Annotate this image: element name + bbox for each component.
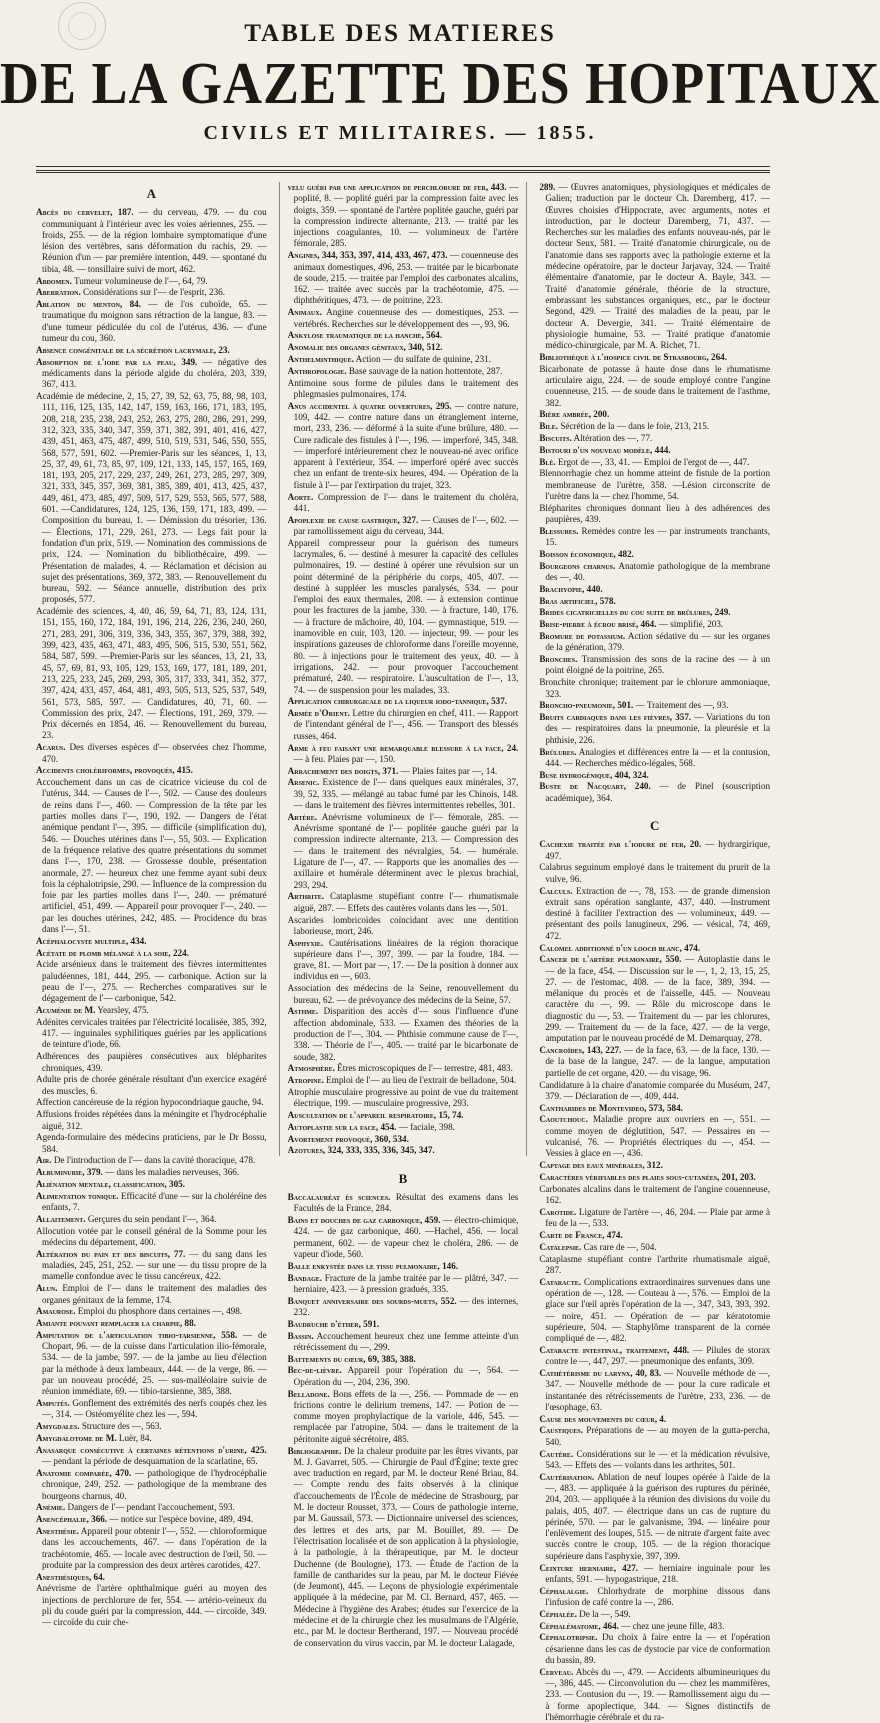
- entry-headword: Banquet anniversaire des sourds-muets, 552.: [287, 1295, 457, 1306]
- index-entry: Armée d'Orient. Lettre du chirurgien en chef, 411. — Rapport de l'intendant général de l'—, 456. — Transport des blessés russes, 464.: [287, 708, 519, 741]
- index-entry: [36, 1179, 267, 1190]
- index-entry: Angines, 344, 353, 397, 414, 433, 467, 473. — couenneuse des animaux domestiques, 496, 253. — traitée par le bicarbonate de soude, 215. — traitée par l'emploi des carbonates alcalins, 162. — traitée avec succès par la trachéotomie, 475. — diphthéritiques, 473. — de poitrine, 223.: [287, 250, 519, 306]
- index-entry: Anthelminthique. Action — du sulfate de quinine, 231.: [287, 353, 491, 364]
- entry-headword: Amputés.: [36, 1398, 70, 1409]
- index-entry: Calculs. Extraction de —, 78, 153. — de grande dimension extrait sans opération sanglante, 437, 440. —Instrument destiné à faciliter l'extraction des — volumineux, 449. — présentant des poils lanugineux, 296. — vésical, 74, 469, 472.: [539, 885, 771, 941]
- index-entry: Cataracte. Complications extraordinaires survenues dans une opération de —, 128. — Couteau à —, 576. — Emploi de la glace sur l'œil après l'opération de la —, 347, 343, 393, 392. — noire, 451. — Opération de — par kératotomie supérieure, 504. — Staphylôme transparent de la cornée compliqué de —, 482.: [539, 1276, 771, 1344]
- index-entry: Association des médecins de la Seine, renouvellement du bureau, 62. — de prévoyance des médecins de la Seine, 57.: [287, 983, 519, 1005]
- index-entry: Cachexie traitée par l'iodure de fer, 20. — hydrargirique, 497.: [539, 839, 771, 861]
- entry-headword: Brides cicatricielles du cou suite de brûlures, 249.: [539, 607, 731, 618]
- entry-headword: Bière ambrée, 200.: [539, 409, 610, 420]
- index-entry: Autoplastie sur la face, 454. — faciale, 398.: [287, 1121, 455, 1132]
- entry-headword: Air.: [36, 1155, 52, 1166]
- entry-headword: Boisson économique, 482.: [539, 549, 634, 559]
- entry-headword: Calomel additionné d'un looch blanc, 474.: [539, 942, 701, 953]
- index-entry: [36, 1318, 267, 1329]
- index-entry: Bibliographie. De la chaleur produite par les êtres vivants, par M. J. Gavarret, 505. — Chirurgie de Paul d'Égine; texte grec avec traduction en regard, par M. le docteur René Briau, 84. — Compte rendu des faits observés à la clinique d'accouchements de l'École de médecine de Strasbourg, par M. le docteur Rousset, 373. — Cours de pathologie interne, par M. Gaussail, 573. — Dictionnaire universel des sciences, des lettres et des arts, par M. Bouillet, 89. — De l'électrisation localisée et de son application à la physiologie, à la pathologie, à la thérapeutique, par M. le docteur Duchenne (de Boulogne), 173. — Étude de l'action de la famille de cantharides sur la peau, par M. le docteur Fiévée (de Jeumont), 445. — Leçons de physiologie expérimentale appliquée à la médecine, par M. Cl. Bernard, 457, 465. — Médecine à l'hygiène des Arabes; études sur l'exercice de la médecine et de la chirurgie chez les musulmans de l'Algérie, etc., par M. le docteur Bertherand, 197. — Nouveau procédé de conservation du virus vaccin, par M. le docteur Lalagade,: [287, 1445, 519, 1648]
- entry-headword: velu guéri par une application de perchlorure de fer, 443.: [287, 182, 507, 192]
- index-entry: [539, 596, 770, 607]
- entry-headword: Calculs.: [539, 885, 573, 896]
- entry-headword: Buste de Nacquart, 240.: [539, 781, 651, 792]
- entry-headword: Acétate de plomb mélangé à la soie, 224.: [36, 947, 189, 958]
- index-entry: [36, 948, 267, 959]
- index-entry: [539, 1230, 770, 1241]
- entry-headword: Anomalie des organes génitaux, 340, 512.: [287, 342, 443, 353]
- entry-headword: Abdomen.: [36, 275, 72, 286]
- index-entry: [36, 936, 267, 947]
- entry-headword: Apoplexie de cause gastrique, 327.: [287, 514, 419, 525]
- entry-headword: Caustiques.: [539, 1425, 583, 1436]
- index-entry: [288, 330, 519, 341]
- index-entry: Ceinture herniaire, 427. — herniaire inguinale pour les enfants, 591. — hypogastrique, 218.: [539, 1562, 771, 1584]
- index-entry: Appareil compresseur pour la guérison des tumeurs lacrymales, 6. — destiné à mesurer la capacité des cellules pulmonaires, 19. — destiné à opérer une révulsion sur un point déterminé de la périphérie du corps, 405, 407. — destiné à suppléer les muscles paralysés, 534. — pour l'emploi des eaux thermales, 208. — à extension continue pour les fractures de la jambe, 330. — à fracture, 140, 176. — à fracture de mâchoire, 40, 104. — gymnastique, 519. — inamovible en cuir, 103, 120. — injecteur, 99. — pour les inspirations gazeuses de chloroforme dans l'oreille moyenne, 80. — à injections pour le traitement des yeux, 40. — à irrigations, 242. — pour provoquer l'accouchement prématuré, 240. — respiratoire. L'auscultation de l'—, 13, 74. — de suspension pour les malades, 33.: [287, 537, 519, 695]
- index-entry: Amputation de l'articulation tibio-tarsienne, 558. — de Chopart, 96. — de la cuisse dans l'articulation ilio-fémorale, 534. — de la jambe, 597. — de la jambe au lieu d'élection par la méthode à deux lambeaux, 444. — de la verge, 86. — par un nouveau procédé, 25. — sus-malléolaire suivie de réunion immédiate, 69. — tibio-tarsienne, 385, 388.: [36, 1329, 267, 1397]
- index-entry: Amaurose. Emploi du phosphore dans certaines —, 498.: [36, 1306, 243, 1317]
- entry-headword: Cataracte.: [539, 1276, 581, 1287]
- entry-headword: Aorte.: [287, 491, 314, 502]
- index-entry: Amputés. Gonflement des extrémités des nerfs coupés chez les —, 314. — Ostéomyélite chez les —, 594.: [36, 1398, 267, 1420]
- index-entry: [539, 352, 770, 363]
- index-entry: Artère. Anévrisme volumineux de l'— fémorale, 285. — Anévrisme spontané de l'— poplitée gauche guéri par la compression indirecte alternante, 213. — Compression des — dans le traitement des névralgies, 54. — humérale. Ligature de l'—, 47. — Rapports que les anomalies des — axillaire et humérale déterminent avec le plexus brachial, 293, 294.: [287, 811, 519, 890]
- entry-headword: Arsenic.: [287, 777, 320, 788]
- entry-headword: Céphalotripsie.: [539, 1632, 598, 1643]
- index-entry: Anatomie comparée, 470. — pathologique de l'hydrocéphalie chronique, 249, 252. — pathologique de la membrane des bourgeons charnus, 40.: [36, 1467, 267, 1501]
- index-entry: [288, 1319, 519, 1330]
- column-middle: [279, 182, 528, 1648]
- index-entry: [288, 342, 519, 353]
- entry-headword: Arme à feu faisant une remarquable blessure à la face, 24.: [287, 742, 519, 753]
- entries-a-cont: [288, 182, 519, 1157]
- entry-headword: Cautère.: [539, 1448, 574, 1459]
- masthead-line1: TABLE DES MATIERES: [244, 20, 556, 47]
- entry-headword: Allaitement.: [36, 1213, 86, 1224]
- entry-headword: Anasarque consécutive à certaines rétentions d'urine, 425.: [36, 1444, 267, 1455]
- index-entry: Atropine. Emploi de l'— au lieu de l'extrait de belladone, 504.: [287, 1075, 517, 1086]
- index-entry: Cautérisation. Ablation de neuf loupes opérée à l'aide de la —, 483. — appliquée à la guérison des ruptures du périnée, 204, 203. — appliquée à la réunion des divisions du voile du palais, 405, 407. — électrique dans un cas de rupture du périnée, 570. — par le galvanisme, 394. — linéaire pour l'enlèvement des loupes, 515. — de nitrate d'argent faite avec succès contre le croup, 105. — de la région thoracique supérieure dans l'asphyxie, 397, 399.: [539, 1471, 771, 1561]
- entry-headword: Asthme.: [287, 1006, 319, 1017]
- index-entry: Cancer de l'artère pulmonaire, 550. — Autoplastie dans le — de la face, 454. — Discussion sur le —, 1, 2, 13, 15, 25, 27. — de l'estomac, 408. — de la face, 389, 394. — mélanique du procès et de l'aisselle, 445. — Nouveau caractère du —, 99. — Rôle du microscope dans le diagnostic du —, 53. — Traitement du — par les chlorures, 299. — Traitement du — de la face, 427. — de la verge, amputation par le nouveau procédé de M. Demarquay, 278.: [539, 954, 771, 1044]
- entry-headword: Autoplastie sur la face, 454.: [287, 1121, 397, 1132]
- entry-headword: Baudruche d'éther, 591.: [287, 1318, 380, 1329]
- index-entry: Allocution votée par le conseil général de la Somme pour les médecins du département, 400.: [36, 1225, 267, 1248]
- header-double-rule: [36, 170, 770, 173]
- entry-headword: Bronches.: [539, 654, 578, 665]
- index-entry: Anémie. Dangers de l'— pendant l'accouchement, 593.: [36, 1502, 235, 1513]
- entry-headword: Anthropologie.: [287, 365, 347, 376]
- index-entry: Buste de Nacquart, 240. — de Pinel (souscription académique), 364.: [539, 781, 771, 803]
- entry-headword: Broncho-pneumonie, 501.: [539, 700, 634, 711]
- index-entry: Adhérences des paupières consécutives aux blépharites chroniques, 439.: [36, 1051, 267, 1073]
- entry-headword: Animaux.: [287, 307, 322, 318]
- index-entry: Cerveau. Abcès du —, 479. — Accidents albumineuriques du —, 386, 445. — Circonvolution du — chez les mammifères, 233. — Contusion du —, 19. — Ramollissement aigu du — à forme apoplectique, 344. — Signes distinctifs de l'hémorrhagie cérébrale et du ra-: [539, 1666, 771, 1722]
- index-entry: Bromure de potassium. Action sédative du — sur les organes de la génération, 379.: [539, 631, 771, 653]
- entry-headword: Cachexie traitée par l'iodure de fer, 20.: [539, 839, 702, 850]
- index-entry: Cathétérisme du larynx, 40, 83. — Nouvelle méthode de —, 347. — Nouvelle méthode de — pour la cure radicale et instantanée des rétrécissements de l'urètre, 233, 236. — de l'œsophage, 63.: [539, 1367, 771, 1412]
- entry-headword: Blé.: [539, 456, 556, 467]
- entry-headword: Acéphalocyste multiple, 434.: [36, 935, 147, 946]
- index-entry: Albuminurie, 379. — dans les maladies nerveuses, 366.: [36, 1167, 240, 1178]
- index-entry: Brise-pierre à écrou brisé, 464. — simplifié, 203.: [539, 619, 724, 630]
- entries-b-cont: [539, 182, 770, 804]
- entry-headword: Anthelminthique.: [287, 353, 354, 364]
- index-entry: Alimentation tonique. Efficacité d'une — sur la choléréine des enfants, 7.: [36, 1190, 267, 1213]
- entry-headword: Bassin.: [287, 1330, 314, 1341]
- index-entry: Atmosphère. Êtres microscopiques de l'— terrestre, 481, 483.: [287, 1063, 513, 1074]
- entry-headword: Amputation de l'articulation tibio-tarsienne, 558.: [36, 1329, 238, 1340]
- entry-headword: Cancer de l'artère pulmonaire, 550.: [539, 954, 682, 965]
- index-entry: Atrophie musculaire progressive au point de vue du traitement électrique, 199. — musculaire progressive, 293.: [287, 1086, 519, 1109]
- index-entry: [288, 1110, 519, 1121]
- entry-headword: Alimentation tonique.: [36, 1190, 119, 1201]
- entry-headword: Battements du cœur, 69, 385, 388.: [287, 1353, 416, 1364]
- entry-headword: Cautérisation.: [539, 1471, 595, 1482]
- entry-headword: Altération du pain et des biscuits, 77.: [36, 1248, 186, 1259]
- index-entry: Ablation du menton, 84. — de l'os cuboïde, 65. — traumatique du moignon sans rétraction de la langue, 83. — d'une tumeur pédiculée du col de l'utérus, 436. — d'une tumeur du cou, 360.: [36, 299, 267, 344]
- entry-headword: Artère.: [287, 811, 318, 822]
- index-entry: Aberration. Considérations sur l'— de l'esprit, 236.: [36, 287, 225, 298]
- entry-headword: Anencéphalie, 366.: [36, 1514, 108, 1525]
- entry-headword: Baccalauréat ès sciences.: [287, 1192, 391, 1203]
- entries-b: [288, 1192, 519, 1649]
- entry-headword: Bistouri d'un nouveau modèle, 444.: [539, 444, 671, 455]
- index-entry: [539, 607, 770, 618]
- entry-headword: Atmosphère.: [287, 1063, 335, 1074]
- index-entry: [539, 445, 770, 456]
- index-entry: Bronches. Transmission des sons de la racine des — à un point éloigné de la poitrine, 265.: [539, 654, 771, 676]
- entry-headword: Aberration.: [36, 287, 81, 298]
- index-entry: Bec-de-lièvre. Appareil pour l'opération du —, 564. — Opération du —, 204, 236, 390.: [287, 1365, 519, 1387]
- index-entry: Agenda-formulaire des médecins praticiens, par le Dr Bossu, 584.: [36, 1132, 267, 1154]
- entry-headword: Armée d'Orient.: [287, 708, 350, 719]
- masthead: [0, 20, 880, 145]
- entry-headword: Arthrite.: [287, 891, 325, 902]
- index-entry: Céphalalgie. Chlorhydrate de morphine dissous dans l'infusion de café contre la —, 286.: [539, 1585, 771, 1607]
- entry-headword: Abcès du cervelet, 187.: [36, 207, 134, 218]
- index-entry: Adénites cervicales traitées par l'électricité localisée, 385, 392, 417. — inguinales syphilitiques guéries par les applications de teinture d'iode, 66.: [36, 1016, 267, 1050]
- entry-headword: Bourgeons charnus.: [539, 560, 616, 571]
- entry-headword: Ankylose traumatique de la hanche, 564.: [287, 330, 443, 341]
- index-entry: Allaitement. Gerçures du sein pendant l'—, 364.: [36, 1213, 217, 1224]
- column-right: [539, 182, 771, 1722]
- index-entry: Catalepsie. Cas rare de —, 504.: [539, 1241, 657, 1252]
- entry-headword: Absorption de l'iode par la peau, 349.: [36, 356, 198, 367]
- entry-headword: Azotures, 324, 333, 335, 336, 345, 347.: [287, 1145, 435, 1156]
- entry-headword: Bras artificiel, 578.: [539, 595, 616, 606]
- index-entry: Ascarides lombricoïdes coïncidant avec une dentition laborieuse, mort, 246.: [287, 914, 519, 936]
- index-entry: Aorte. Compression de l'— dans le traitement du choléra, 441.: [287, 491, 519, 513]
- entry-headword: Brûlures.: [539, 746, 577, 757]
- entry-headword: Alun.: [36, 1283, 58, 1294]
- index-entry: [539, 1160, 770, 1171]
- index-entry: Banquet anniversaire des sourds-muets, 552. — des internes, 232.: [287, 1295, 519, 1317]
- index-entry: [539, 584, 770, 595]
- index-entry: Céphalématome, 464. — chez une jeune fille, 483.: [539, 1620, 725, 1631]
- index-entry: Académie des sciences, 4, 40, 46, 59, 64, 71, 83, 124, 131, 151, 155, 160, 172, 184, 191, 196, 214, 226, 236, 240, 260, 271, 283, 291, 306, 319, 336, 343, 355, 367, 379, 388, 392, 399, 423, 435, 463, 471, 483, 495, 506, 515, 530, 551, 562, 584, 587, 599. —Premier-Paris sur les séances, 13, 21, 33, 45, 57, 69, 81, 93, 105, 129, 153, 169, 177, 181, 189, 201, 213, 225, 233, 245, 269, 293, 305, 317, 333, 341, 352, 377, 397, 424, 433, 457, 464, 481, 493, 505, 513, 525, 537, 549, 561, 573, 585, 597. — Candidatures, 40, 71, 60. — Commission des prix, 247. — Élections, 191, 269, 379. — Prix décernés en 1854, 46. — Renouvellement du bureau, 23.: [36, 606, 267, 741]
- index-entry: [36, 345, 267, 356]
- entry-headword: Anesthésiques, 64.: [36, 1571, 105, 1582]
- index-entry: Blé. Ergot de —, 33, 41. — Emploi de l'ergot de —, 447.: [539, 456, 750, 467]
- index-entry: Céphalotripsie. Du choix à faire entre la — et l'opération césarienne dans les cas de dystocie par vice de conformation du bassin, 89.: [539, 1632, 771, 1665]
- index-entry: Bicarbonate de potasse à haute dose dans le rhumatisme articulaire aigu, 224. — de soude employé contre l'angine couenneuse, 215. — de soude dans le traitement de l'asthme, 382.: [539, 363, 771, 408]
- entry-headword: Brise-pierre à écrou brisé, 464.: [539, 619, 657, 630]
- masthead-title: DE LA GAZETTE DES HOPITAUX: [0, 50, 880, 116]
- index-entry: Bains et douches de gaz carbonique, 459. — électro-chimique, 424. — de gaz carbonique, 460. —Hachel, 456. — local permanent, 602. — de vapeur chez le choléra, 286. — de vapeur d'iode, 560.: [287, 1215, 519, 1260]
- section-letter-b: B: [398, 1170, 408, 1186]
- entry-headword: Bains et douches de gaz carbonique, 459.: [287, 1215, 441, 1226]
- entry-headword: Anus accidentel à quatre ouvertures, 295.: [287, 400, 452, 411]
- index-entry: Asphyxie. Cautérisations linéaires de la région thoracique supérieure dans l'—, 397, 399. — par la foudre, 184. — grave, 81. — Mort par —, 17. — De la position à donner aux individus en —, 603.: [287, 937, 519, 982]
- entry-headword: Anesthésie.: [36, 1525, 79, 1536]
- index-entry: Alun. Emploi de l'— dans le traitement des maladies des organes génitaux de la femme, 174.: [36, 1283, 267, 1305]
- index-entry: Bourgeons charnus. Anatomie pathologique de la membrane des —, 40.: [539, 560, 770, 583]
- entry-headword: Absence congénitale de la sécrétion lacrymale, 23.: [36, 344, 230, 355]
- entry-headword: Céphalématome, 464.: [539, 1620, 619, 1631]
- index-entry: [539, 1103, 770, 1114]
- entry-headword: Bruits cardiaques dans les fièvres, 357.: [539, 712, 692, 723]
- entry-headword: Cancroïdes, 143, 227.: [539, 1045, 622, 1056]
- section-letter-a: A: [146, 186, 157, 201]
- entry-headword: Bibliographie.: [287, 1445, 342, 1456]
- index-entry: Cancroïdes, 143, 227. — de la face, 63. — de la face, 130. — de la base de la langue, 247. — de la langue, amputation partielle de cet organe, 420. — du visage, 96.: [539, 1045, 771, 1078]
- index-entry: Affusions froides répétées dans la méningite et l'hydrocéphalie aiguë, 312.: [36, 1109, 267, 1131]
- index-entry: Anévrisme de l'artère ophthalmique guéri au moyen des injections de perchlorure de fer, 554. — artério-veineux du pli du coude guéri par la compression, 444. — circoïde, 349. — circoïde du cuir che-: [36, 1583, 267, 1628]
- entry-headword: Carte de France, 474.: [539, 1229, 623, 1240]
- index-entry: [539, 943, 770, 954]
- index-entry: Candidature à la chaire d'anatomie comparée du Muséum, 247, 379. — Déclaration de —, 409, 444.: [539, 1079, 771, 1101]
- entry-headword: Blessures.: [539, 525, 579, 536]
- index-entry: 289. — Œuvres anatomiques, physiologiques et médicales de Galien; traduction par le docteur Ch. Daremberg, 417. — Œuvres choisies d'Hippocrate, avec arguments, notes et introduction, par le docteur Daremberg, 71, 437. — Recherches sur les maladies des enfants nouveau-nés, par le docteur Seux, 581. — Traité d'anatomie chirurgicale, ou de l'anatomie dans ses rapports avec la pathologie externe et la médecine opératoire, par le docteur Jarjavay, 324. — Traité élémentaire d'anatomie, par le docteur A. Bayle, 343. — Traité d'anatomie générale, théorie de la structure, embrassant les substances organiques, etc., par le docteur Segond, 429. — Traité des maladies de la peau, par le docteur A. Devergie, 341. — Traité élémentaire de physiologie humaine, 53. — Traité pratique d'anatomie médico-chirurgicale, par M. A. Richet, 71.: [539, 182, 771, 351]
- entry-headword: Céphalalgie.: [539, 1585, 589, 1596]
- index-entry: Bile. Sécrétion de la — dans le foie, 213, 215.: [539, 421, 710, 432]
- entry-headword: Arrachement des doigts, 371.: [287, 765, 399, 776]
- entry-headword: Biscuits.: [539, 433, 572, 444]
- index-entry: Arsenic. Existence de l'— dans quelques eaux minérales, 37, 39, 52, 335. — mélangé au tabac fumé par les Chinois, 148. — dans le traitement des fièvres intermittentes rebelles, 301.: [287, 777, 519, 811]
- entry-headword: Atropine.: [287, 1075, 324, 1086]
- entry-headword: Cause des mouvements du cœur, 4.: [539, 1413, 667, 1424]
- index-entry: Accouchement dans un cas de cicatrice vicieuse du col de l'utérus, 344. — Causes de l'—, 502. — Cause des douleurs de reins dans l'—, 460. — Compression de la tête par les parties molles dans l'—, 190, 192. — Dangers de l'état anémique pendant l'—, 395. — difficile (simplification du), 546. — Douches utérines dans l'—, 55, 503. — Explication de la fréquence relative des quatre présentations du sommet dans l'—, 170, 238. — Grossesse double, présentation anormale, 27. — heureux chez une femme ayant subi deux fois la céphalotripsie, 290. — Influence de la compression du foie par les parties molles dans l'—, 240. — prématuré artificiel, 451, 499. — Appareil pour provoquer l'—, 240. — par les douches utérines, 242, 485. — Procidence du bras dans l'—, 51.: [36, 777, 267, 934]
- entry-headword: Amygdales.: [36, 1421, 80, 1432]
- entry-headword: Angines, 344, 353, 397, 414, 433, 467, 473.: [287, 250, 448, 261]
- index-entry: Anasarque consécutive à certaines rétentions d'urine, 425. — pendant la période de desquamation de la scarlatine, 65.: [36, 1444, 267, 1467]
- index-entry: Biscuits. Altération des —, 77.: [539, 433, 653, 444]
- entry-headword: Bec-de-lièvre.: [287, 1365, 342, 1376]
- index-entry: Antimoine sous forme de pilules dans le traitement des phlegmasies pulmonaires, 174.: [287, 377, 519, 399]
- index-entry: Acide arsénieux dans le traitement des fièvres intermittentes paludéennes, 181, 444, 295. — carbonique. Action sur la peau de l'—, 275. — Recherches comparatives sur le dégagement de l'— carbonique, 542.: [36, 959, 267, 1004]
- index-entry: [288, 696, 519, 707]
- header-rule: [36, 166, 770, 167]
- entry-headword: Anémie.: [36, 1502, 66, 1513]
- index-entry: Belladone. Bons effets de la —, 256. — Pommade de — en frictions contre le delirium tremens, 147. — Potion de — comme moyen prophylactique de la variole, 446, 545. — remplacée par l'atropine, 504. — dans le traitement de la péritonite aiguë sécrétoire, 485.: [287, 1388, 519, 1444]
- entry-headword: Cataracte intestinal, traitement, 448.: [539, 1344, 690, 1355]
- entry-headword: Bibliothèque à l'hospice civil de Strasbourg, 264.: [539, 351, 728, 362]
- entry-headword: Brachyopie, 440.: [539, 583, 603, 594]
- entry-headword: Acuménie de M.: [36, 1005, 96, 1016]
- index-entry: Air. De l'introduction de l'— dans la cavité thoracique, 478.: [36, 1155, 256, 1166]
- entry-headword: Auscultation de l'appareil respiratoire, 15, 74.: [287, 1110, 464, 1121]
- entry-headword: Accidents cholériformes, provoqués, 415.: [36, 765, 193, 776]
- index-entry: Acuménie de M. Yearsley, 475.: [36, 1005, 149, 1016]
- index-entry: Acarus. Des diverses espèces d'— observées chez l'homme, 470.: [36, 742, 267, 764]
- index-entry: Anencéphalie, 366. — notice sur l'espèce bovine, 489, 494.: [36, 1514, 254, 1525]
- entry-headword: Amygdalotome de M.: [36, 1433, 117, 1444]
- entries-c: [539, 839, 770, 1723]
- entry-headword: Caractères vérifiables des plaies sous-cutanées, 201, 203.: [539, 1171, 756, 1182]
- entry-headword: Bandage.: [287, 1272, 323, 1283]
- entry-headword: Amiante pouvant remplacer la charpie, 88.: [36, 1318, 196, 1329]
- entry-headword: Cathétérisme du larynx, 40, 83.: [539, 1367, 662, 1378]
- index-entry: [539, 409, 770, 420]
- index-entry: Arrachement des doigts, 371. — Plaies faites par —, 14.: [287, 765, 498, 776]
- entry-headword: Avortement provoqué, 360, 534.: [287, 1133, 409, 1144]
- entries-a: [36, 207, 267, 1628]
- index-entry: [539, 770, 770, 781]
- entry-headword: 289.: [539, 182, 556, 192]
- index-entry: [288, 1354, 519, 1365]
- index-entry: Asthme. Disparition des accès d'— sous l'influence d'une affection abdominale, 533. — Examen des théories de la production de l'—, 304. — Phthisie commune cause de l'—, 338. — Théorie de l'—, 405. — traité par le bicarbonate de soude, 382.: [287, 1006, 519, 1062]
- entry-headword: Acarus.: [36, 742, 66, 753]
- index-entry: Amygdales. Structure des —, 563.: [36, 1421, 162, 1432]
- index-entry: Blépharites chroniques donnant lieu à des adhérences des paupières, 439.: [539, 502, 771, 525]
- index-entry: Académie de médecine, 2, 15, 27, 39, 52, 63, 75, 88, 98, 103, 111, 116, 125, 135, 142, 147, 159, 163, 166, 171, 183, 195, 208, 218, 235, 238, 243, 252, 263, 275, 280, 286, 291, 299, 312, 323, 335, 340, 347, 359, 371, 382, 391, 401, 416, 427, 439, 451, 463, 475, 487, 499, 510, 519, 531, 546, 550, 555, 568, 577, 591, 602. —Premier-Paris sur les séances, 1, 13, 25, 37, 49, 61, 73, 85, 97, 109, 121, 133, 145, 157, 165, 169, 181, 193, 205, 217, 229, 237, 249, 261, 273, 285, 297, 309, 321, 333, 345, 357, 369, 381, 385, 389, 401, 413, 425, 437, 449, 461, 473, 485, 497, 509, 517, 529, 553, 565, 577, 588, 601. —Candidatures, 124, 125, 136, 159, 171, 183, 499. —Composition du bureau, 1. — Démission du trésorier, 136. — Élections, 171, 229, 261, 273. — Legs fait pour la fondation d'un prix, 519. — Nomination des commissions de prix, 124. — Nomination du bibliothécaire, 499. — Présentation de malades, 4. — Réclamation et décision au sujet des présentations, 369, 372, 383. — Renouvellement du bureau, 592. — Séance annuelle, distribution des prix proposés, 577.: [36, 391, 267, 605]
- entry-headword: Catalepsie.: [539, 1241, 582, 1252]
- index-entry: Baccalauréat ès sciences. Résultat des examens dans les Facultés de la France, 284.: [287, 1192, 519, 1214]
- index-entry: Caustiques. Préparations de — au moyen de la gutta-percha, 540.: [539, 1425, 771, 1447]
- index-entry: Bronchite chronique; traitement par le chlorure ammoniaque, 323.: [539, 677, 771, 699]
- entry-headword: Bile.: [539, 421, 559, 432]
- section-letter-c: C: [649, 818, 660, 834]
- entry-headword: Aliénation mentale, classification, 305.: [36, 1179, 185, 1190]
- index-entry: Affection cancéreuse de la région hypocondriaque gauche, 94.: [36, 1097, 264, 1108]
- index-entry: Abcès du cervelet, 187. — du cerveau, 479. — du cou communiquant à l'intérieur avec les voies aériennes, 255. — froids, 255. — de la région lombaire symptomatique d'une lésion des vertèbres, sans déformation du rachis, 29. — Réunion d'un — par première intention, 449. — spontané du tibia, 48. — tonsillaire suivi de mort, 462.: [36, 207, 267, 274]
- index-entry: Bassin. Accouchement heureux chez une femme atteinte d'un rétrécissement du —, 299.: [287, 1330, 519, 1352]
- column-left: [36, 182, 267, 1628]
- entry-headword: Ceinture herniaire, 427.: [539, 1562, 639, 1573]
- index-entry: Brûlures. Analogies et différences entre la — et la contusion, 444. — Recherches médico-légales, 568.: [539, 746, 771, 768]
- entry-headword: Carotide.: [539, 1206, 577, 1217]
- entry-headword: Application chirurgicale de la liqueur iodo-tannique, 537.: [287, 696, 508, 707]
- entry-headword: Cerveau.: [539, 1666, 574, 1677]
- entry-headword: Céphalée.: [539, 1608, 577, 1619]
- index-entry: Absorption de l'iode par la peau, 349. — négative des médicaments dans la période algide du choléra, 203, 339, 367, 413.: [36, 356, 267, 390]
- entry-headword: Asphyxie.: [287, 937, 324, 948]
- index-entry: Cautère. Considérations sur le — et la médication révulsive, 543. — Effets des — volants dans les arthrites, 501.: [539, 1448, 771, 1470]
- index-entry: Carotide. Ligature de l'artère —, 46, 204. — Plaie par arme à feu de la —, 533.: [539, 1206, 771, 1229]
- index-entry: Adulte pris de chorée générale résultant d'un exercice exagéré des muscles, 6.: [36, 1074, 267, 1096]
- entry-headword: Balle enkystée dans le tissu pulmonaire, 146.: [287, 1260, 459, 1271]
- index-entry: [288, 1261, 519, 1272]
- index-entry: [539, 1172, 770, 1183]
- index-entry: [36, 765, 267, 776]
- entry-headword: Cantharides de Montevideo, 573, 584.: [539, 1102, 683, 1113]
- entry-headword: Albuminurie, 379.: [36, 1167, 103, 1178]
- index-entry: [288, 1145, 519, 1156]
- entry-headword: Buse hydrogénique, 404, 324.: [539, 769, 649, 780]
- index-entry: Arme à feu faisant une remarquable blessure à la face, 24. — à feu. Plaies par —, 150.: [287, 742, 519, 764]
- index-entry: Abdomen. Tumeur volumineuse de l'—, 64, 79.: [36, 275, 208, 286]
- index-entry: Animaux. Angine couenneuse des — domestiques, 253. — vertébrés. Recherches sur le développement des —, 93, 96.: [287, 307, 519, 329]
- index-entry: [539, 549, 770, 560]
- index-entry: Caoutchouc. Maladie propre aux ouvriers en —, 551. — comme moyen de déglutition, 547. — Pessaires en — vulcanisé, 76. — Propriétés électriques du —, 454. — Vessies à glace en —, 436.: [539, 1114, 771, 1159]
- masthead-subtitle: CIVILS ET MILITAIRES. — 1855.: [203, 122, 597, 144]
- entry-headword: Anatomie comparée, 470.: [36, 1467, 132, 1478]
- index-entry: Cataplasme stupéfiant contre l'arthrite rhumatismale aiguë, 287.: [539, 1253, 771, 1275]
- index-entry: Céphalée. De la —, 549.: [539, 1608, 631, 1619]
- index-entry: Blessures. Remèdes contre les — par instruments tranchants, 15.: [539, 525, 771, 548]
- index-entry: Arthrite. Cataplasme stupéfiant contre l'— rhumatismale aiguë, 287. — Effets des cautères volants dans les —, 501.: [287, 891, 519, 913]
- index-entry: Cataracte intestinal, traitement, 448. — Pilules de storax contre le —, 447, 297. — pneumonique des enfants, 309.: [539, 1344, 771, 1367]
- index-entry: Broncho-pneumonie, 501. — Traitement des —, 93.: [539, 700, 729, 711]
- index-entry: [288, 1134, 519, 1145]
- entry-headword: Ablation du menton, 84.: [36, 299, 142, 310]
- index-entry: Bruits cardiaques dans les fièvres, 357. — Variations du ton des — respiratoires dans la pneumonie, la pleurésie et la phthisie, 226.: [539, 712, 771, 745]
- index-entry: Anesthésie. Appareil pour obtenir l'—, 552. — chloroformique dans les accouchements, 467. — dans l'opération de la trachéotomie, 465. — locale avec destruction de l'œil, 50. — produite par la compression des deux artères carotides, 427.: [36, 1525, 267, 1570]
- entry-headword: Captage des eaux minérales, 312.: [539, 1160, 663, 1171]
- index-entry: Calabrus seguinum employé dans le traitement du prurit de la vulve, 96.: [539, 862, 771, 884]
- index-entry: Apoplexie de cause gastrique, 327. — Causes de l'—, 602. — par ramollissement aigu du cerveau, 344.: [287, 514, 519, 536]
- index-entry: Amygdalotome de M. Luër, 84.: [36, 1433, 152, 1444]
- index-columns: [36, 182, 771, 1722]
- index-entry: Anus accidentel à quatre ouvertures, 295. — contre nature, 109, 442. — contre nature dans un étranglement interne, mort, 233, 236. — déformé à la suite d'une brûlure, 480. — Cure radicale des fistules à l'—, 196. — imperforé, 345, 348. — imperforé intérieurement chez le nouveau-né avec orifice apparent à l'extérieur, 354. — imperforé opéré avec succès chez un enfant de trente-six heures, 494. — Opération de la fistule à l'— par l'extirpation du trajet, 323.: [287, 400, 519, 490]
- index-entry: [539, 1414, 770, 1425]
- index-entry: Bandage. Fracture de la jambe traitée par le — plâtré, 347. — herniaire, 423. — à pression gradués, 335.: [287, 1272, 519, 1294]
- entry-headword: Belladone.: [287, 1388, 330, 1399]
- index-entry: Altération du pain et des biscuits, 77. — du sang dans les maladies, 245, 251, 252. — sur une — du tissu propre de la mamelle confondue avec le tissu cancéreux, 422.: [36, 1248, 267, 1282]
- index-entry: [36, 1572, 267, 1583]
- index-entry: Blennorrhagie chez un homme atteint de fistule de la portion membraneuse de l'urètre, 358. —Lésion circonscrite de l'urètre dans la — chez l'homme, 54.: [539, 468, 771, 502]
- entry-headword: Amaurose.: [36, 1306, 76, 1317]
- index-entry: velu guéri par une application de perchlorure de fer, 443. — poplité, 8. — poplité guéri par la compression faite avec les doigts, 359. — spontané de l'artère poplitée gauche, guéri par la compression indirecte alternante, 213. — traité par les injections coagulantes, 10. — volumineux de l'artère fémorale, 285.: [287, 182, 519, 249]
- index-entry: Carbonates alcalins dans le traitement de l'angine couenneuse, 162.: [539, 1183, 771, 1206]
- index-entry: Anthropologie. Base sauvage de la nation hottentote, 287.: [287, 365, 503, 376]
- entry-headword: Caoutchouc.: [539, 1114, 588, 1125]
- entry-headword: Bromure de potassium.: [539, 631, 626, 642]
